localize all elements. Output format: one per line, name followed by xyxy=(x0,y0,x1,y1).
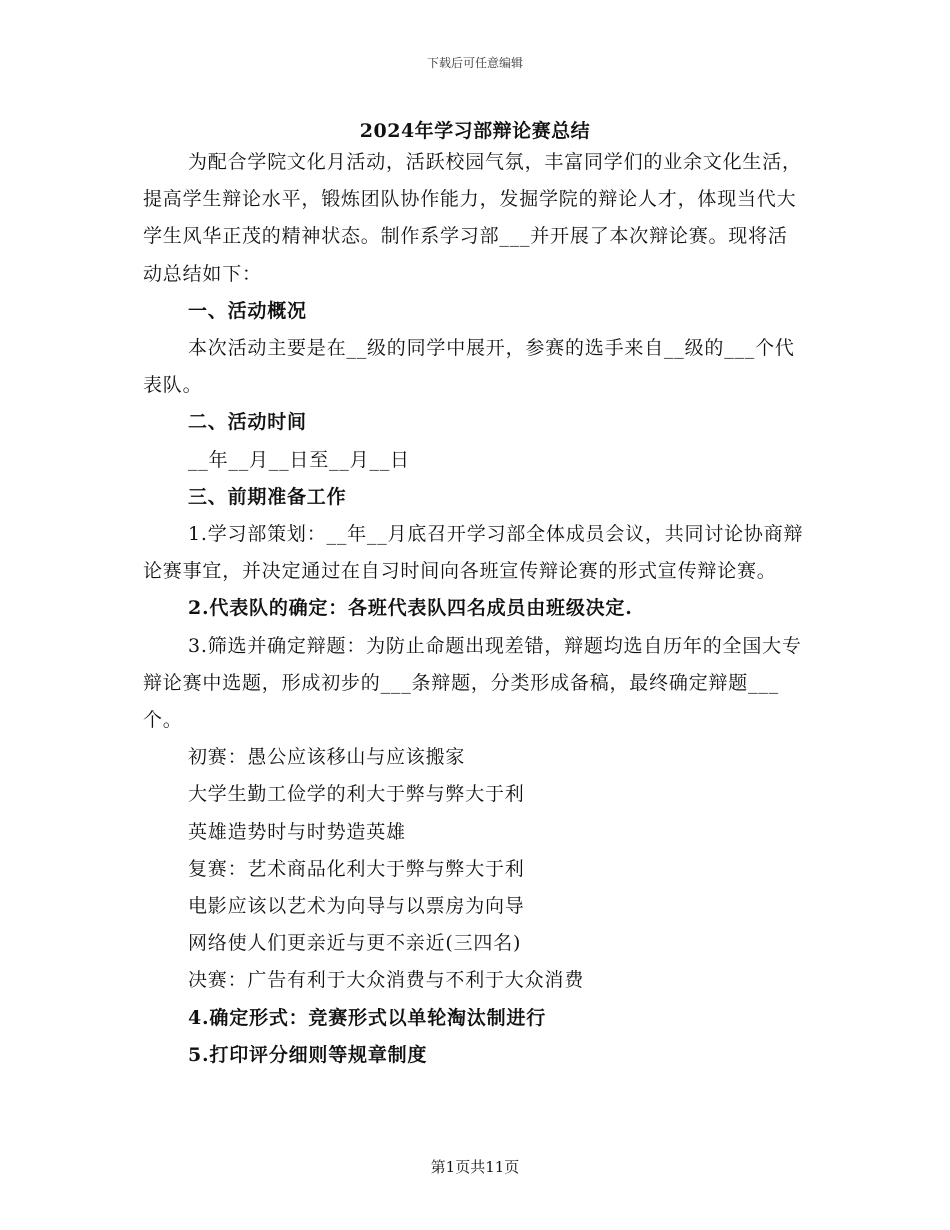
section-heading-preparation: 三、前期准备工作 xyxy=(188,485,347,508)
topic-line: 决赛：广告有利于大众消费与不利于大众消费 xyxy=(188,969,585,992)
section-heading-overview: 一、活动概况 xyxy=(188,299,307,322)
topic-line: 网络使人们更亲近与更不亲近(三四名) xyxy=(188,932,522,955)
time-paragraph: __年__月__日至__月__日 xyxy=(188,448,410,471)
prep-item-1: 1.学习部策划：__年__月底召开学习部全体成员会议，共同讨论协商辩论赛事宜，并决定通过在自习时间向各班宣传辩论赛的形式宣传辩论赛。 xyxy=(143,523,804,583)
document-title: 2024年学习部辩论赛总结 xyxy=(359,120,591,142)
intro-paragraph: 为配合学院文化月活动，活跃校园气氛，丰富同学们的业余文化生活，提高学生辩论水平，锻炼团队协作能力，发掘学院的辩论人才，体现当代大学生风华正茂的精神状态。制作系学习部___并开展了本次辩论赛。现将活动总结如下： xyxy=(143,151,802,285)
topic-line: 初赛：愚公应该移山与应该搬家 xyxy=(188,746,466,769)
section-heading-time: 二、活动时间 xyxy=(188,411,307,434)
topic-line: 大学生勤工俭学的利大于弊与弊大于利 xyxy=(188,783,525,806)
topic-line: 电影应该以艺术为向导与以票房为向导 xyxy=(188,895,525,918)
prep-item-5: 5.打印评分细则等规章制度 xyxy=(188,1043,428,1066)
topic-line: 英雄造势时与时势造英雄 xyxy=(188,820,406,843)
prep-item-3: 3.筛选并确定辩题：为防止命题出现差错，辩题均选自历年的全国大专辩论赛中选题，形成初步的___条辩题，分类形成备稿，最终确定辩题___个。 xyxy=(143,634,802,732)
prep-item-4: 4.确定形式：竞赛形式以单轮淘汰制进行 xyxy=(188,1006,547,1029)
topic-line: 复赛：艺术商品化利大于弊与弊大于利 xyxy=(188,857,525,880)
page-number-footer: 第1页共11页 xyxy=(430,1158,520,1176)
prep-item-2: 2.代表队的确定：各班代表队四名成员由班级决定. xyxy=(188,597,633,620)
header-note: 下载后可任意编辑 xyxy=(426,56,523,70)
document-body xyxy=(143,144,807,1074)
overview-paragraph: 本次活动主要是在__级的同学中展开，参赛的选手来自__级的___个代表队。 xyxy=(143,337,795,397)
